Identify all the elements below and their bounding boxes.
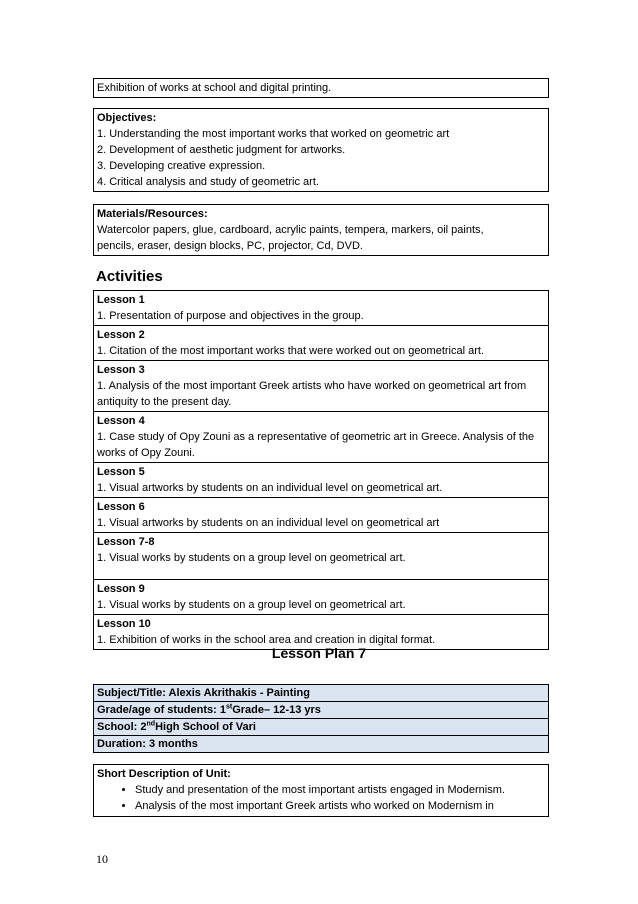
school-prefix: School: 2 [97, 721, 147, 733]
table-row [94, 498, 549, 533]
exhibition-text: Exhibition of works at school and digital printing. [97, 82, 332, 94]
objectives-box [93, 108, 549, 192]
list-item: • Analysis of the most important Greek artists who worked on Modernism in [135, 798, 545, 814]
objectives-title: Objectives: [97, 112, 157, 124]
lesson-title: Lesson 3 [97, 364, 145, 376]
table-row [94, 291, 549, 326]
lesson-title: Lesson 5 [97, 466, 145, 478]
lesson-title: Lesson 10 [97, 618, 151, 630]
table-row [94, 412, 549, 463]
short-description-title: Short Description of Unit: [97, 768, 231, 780]
materials-box [93, 204, 549, 256]
school-suffix: High School of Vari [155, 721, 256, 733]
subject-cell: Subject/Title: Alexis Akrithakis - Painting [94, 685, 549, 702]
short-description-box [93, 764, 549, 817]
table-row [94, 736, 549, 753]
activities-heading: Activities [96, 268, 163, 285]
grade-suffix: Grade– 12-13 yrs [232, 704, 321, 716]
lesson-text: 1. Presentation of purpose and objectives in the group. [97, 310, 364, 322]
lesson-text: 1. Exhibition of works in the school area and creation in digital format. [97, 634, 436, 646]
lesson-title: Lesson 2 [97, 329, 145, 341]
lesson-title: Lesson 6 [97, 501, 145, 513]
objective-item: 2. Development of aesthetic judgment for artworks. [97, 144, 346, 156]
lesson-plan-title: Lesson Plan 7 [271, 645, 367, 661]
duration-cell: Duration: 3 months [94, 736, 549, 753]
short-description-list [97, 782, 545, 814]
table-row [94, 326, 549, 361]
table-row [94, 463, 549, 498]
materials-line: Watercolor papers, glue, cardboard, acrylic paints, tempera, markers, oil paints, [97, 224, 484, 236]
objective-item: 4. Critical analysis and study of geometric art. [97, 176, 319, 188]
lesson-title: Lesson 7-8 [97, 536, 155, 548]
school-sup: nd [146, 720, 156, 728]
page-number: 10 [96, 852, 108, 866]
school-cell [94, 719, 549, 736]
objective-item: 1. Understanding the most important works that worked on geometric art [97, 128, 450, 140]
grade-prefix: Grade/age of students: 1 [97, 704, 226, 716]
lesson-text: 1. Visual artworks by students on an individual level on geometrical art. [97, 482, 443, 494]
grade-cell [94, 702, 549, 719]
lesson-text: 1. Citation of the most important works that were worked out on geometrical art. [97, 345, 485, 357]
materials-title: Materials/Resources: [97, 208, 208, 220]
table-row [94, 685, 549, 702]
table-row [94, 719, 549, 736]
list-item: • Study and presentation of the most important artists engaged in Modernism. [135, 782, 545, 798]
lesson-text: 1. Visual works by students on a group level on geometrical art. [97, 552, 406, 564]
lesson-text: 1. Visual artworks by students on an individual level on geometrical art [97, 517, 440, 529]
exhibition-box [93, 78, 549, 98]
materials-line: pencils, eraser, design blocks, PC, projector, Cd, DVD. [97, 240, 363, 252]
lesson-text: 1. Analysis of the most important Greek artists who have worked on geometrical art from antiquity to the present day. [97, 380, 527, 408]
objective-item: 3. Developing creative expression. [97, 160, 266, 172]
table-row [94, 361, 549, 412]
lesson-text: 1. Case study of Opy Zouni as a representative of geometric art in Greece. Analysis of the works of Opy Zouni. [97, 431, 535, 459]
table-row [94, 580, 549, 615]
lessons-table [93, 290, 549, 650]
lesson-title: Lesson 1 [97, 294, 145, 306]
lesson-title: Lesson 9 [97, 583, 145, 595]
table-row [94, 533, 549, 580]
lesson-plan-info-table [93, 684, 549, 753]
lesson-text: 1. Visual works by students on a group level on geometrical art. [97, 599, 406, 611]
grade-sup: st [225, 703, 233, 711]
lesson-title: Lesson 4 [97, 415, 145, 427]
table-row [94, 702, 549, 719]
